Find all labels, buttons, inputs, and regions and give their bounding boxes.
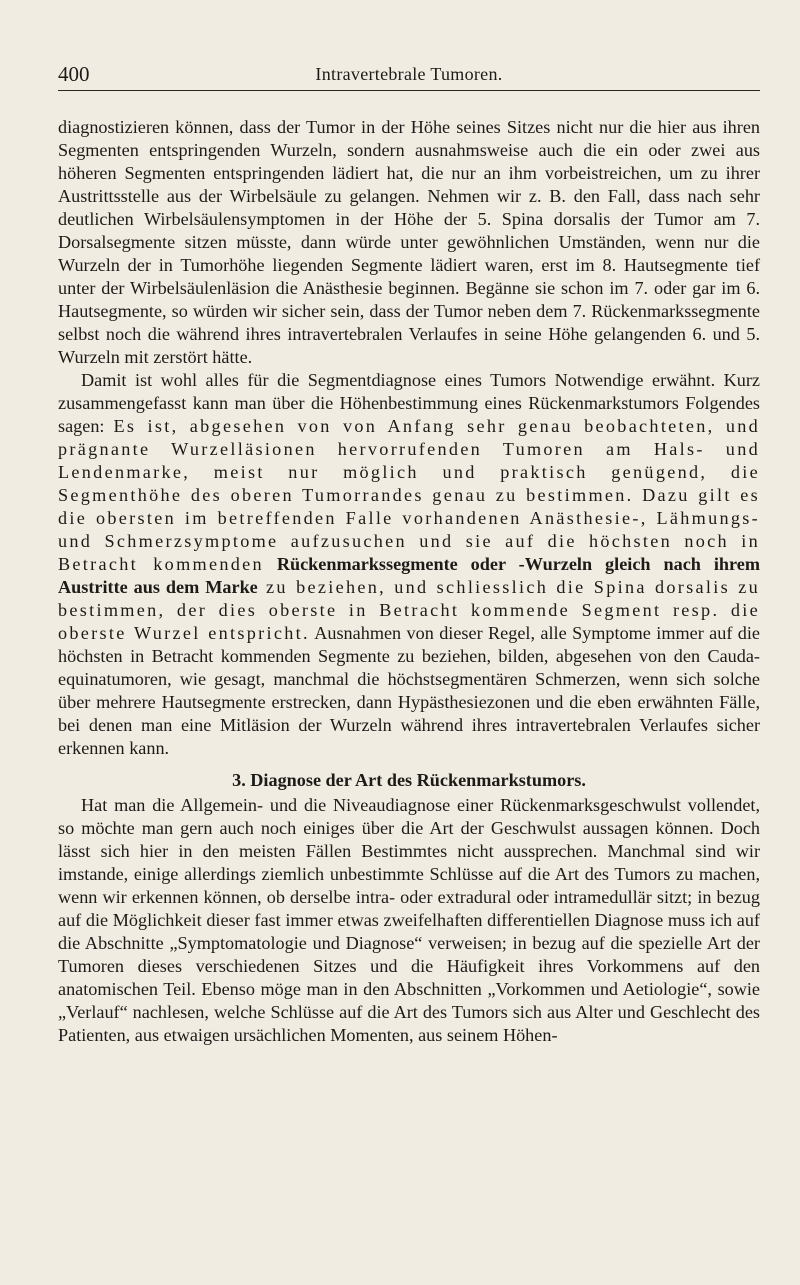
paragraph-2 bbox=[58, 369, 760, 760]
emphasized-summary-1: Es ist, abgesehen von von Anfang sehr genau beobachteten, und prägnante Wurzelläsionen hervorrufenden Tumoren am Hals- und Lendenmarke, meist nur möglich und praktisch genügend, die Segmenthöhe des oberen Tumorrandes genau zu bestimmen. Dazu gilt es die obersten im betreffenden Falle vorhandenen Anästhesie-, Lähmungs- und Schmerzsymptome aufzusuchen und sie auf die höchsten noch in Betracht kommenden bbox=[58, 416, 760, 574]
section-heading: 3. Diagnose der Art des Rückenmarkstumors. bbox=[232, 770, 586, 790]
running-title: Intravertebrale Tumoren. bbox=[315, 64, 503, 84]
page-header bbox=[58, 60, 760, 91]
body-text bbox=[58, 116, 760, 1047]
paragraph-3: Hat man die Allgemein- und die Niveaudiagnose einer Rückenmarksgeschwulst vollendet, so möchte man gern auch noch einiges über die Art der Geschwulst aussagen können. Doch lässt sich hier in den meisten Fällen Bestimmtes nicht aussprechen. Manchmal sind wir imstande, einige allerdings ziemlich unbestimmte Schlüsse auf die Art des Tumors zu machen, wenn wir erkennen können, ob derselbe intra- oder extradural oder intramedullär sitzt; in bezug auf die Möglichkeit dieser fast immer etwas zweifelhaften differentiellen Diagnose muss ich auf die Abschnitte „Symptomatologie und Diagnose“ verweisen; in bezug auf die spezielle Art der Tumoren dieses verschiedenen Sitzes und die Häufigkeit ihres Vorkommens auf den anatomischen Teil. Ebenso möge man in den Abschnitten „Vorkommen und Aetiologie“, sowie „Verlauf“ nachlesen, welche Schlüsse auf die Art des Tumors sich aus Alter und Geschlecht des Patienten, aus etwaigen ursächlichen Momenten, aus seinem Höhen- bbox=[58, 795, 760, 1045]
page-number: 400 bbox=[58, 62, 90, 86]
emphasized-bold-phrase: Rückenmarkssegmente oder -Wurzeln gleich nach ihrem Austritte aus dem Marke bbox=[58, 554, 760, 597]
paragraph-2-rest: Ausnahmen von dieser Regel, alle Symptome immer auf die höchsten in Betracht kommenden Segmente zu beziehen, bilden, abgesehen von den Cauda-equinatumoren, wie gesagt, manchmal die höchstsegmentären Schmerzen, wenn sich solche über mehrere Hautsegmente erstrecken, dann Hypästhesiezonen und die eben erwähnten Fälle, bei denen man eine Mitläsion der Wurzeln während ihres intravertebralen Verlaufes sicher erkennen kann. bbox=[58, 623, 761, 758]
paragraph-2-intro: Damit ist wohl alles für die Segmentdiagnose eines Tumors Notwendige erwähnt. Kurz zusammengefasst kann man über die Höhenbestimmung eines Rückenmarkstumors Folgendes sagen: bbox=[58, 370, 760, 436]
emphasized-summary-2: zu beziehen, und schliesslich die Spina dorsalis zu bestimmen, der dies oberste in Betracht kommende Segment resp. die oberste Wurzel entspricht. bbox=[58, 577, 760, 643]
paragraph-1: diagnostizieren können, dass der Tumor in der Höhe seines Sitzes nicht nur die hier aus ihren Segmenten entspringenden Wurzeln, sondern ausnahmsweise auch die ein oder zwei aus höheren Segmenten entspringenden lädiert hat, die nur an ihm vorbeistreichen, um zu ihrer Austrittsstelle aus der Wirbelsäule zu gelangen. Nehmen wir z. B. den Fall, dass nach sehr deutlichen Wirbelsäulensymptomen in der Höhe der 5. Spina dorsalis der Tumor am 7. Dorsalsegmente sitzen müsste, dann würde unter gewöhnlichen Umständen, wenn nur die Wurzeln der in Tumorhöhe liegenden Segmente lädiert waren, erst im 8. Hautsegmente tief unter der Wirbelsäulenläsion die Anästhesie beginnen. Begänne sie schon im 7. oder gar im 6. Hautsegmente, so würden wir sicher sein, dass der Tumor neben dem 7. Rückenmarkssegmente selbst noch die während ihres intravertebralen Verlaufes in seine Höhe gelangenden 6. und 5. Wurzeln mit zerstört hätte. bbox=[58, 117, 760, 367]
